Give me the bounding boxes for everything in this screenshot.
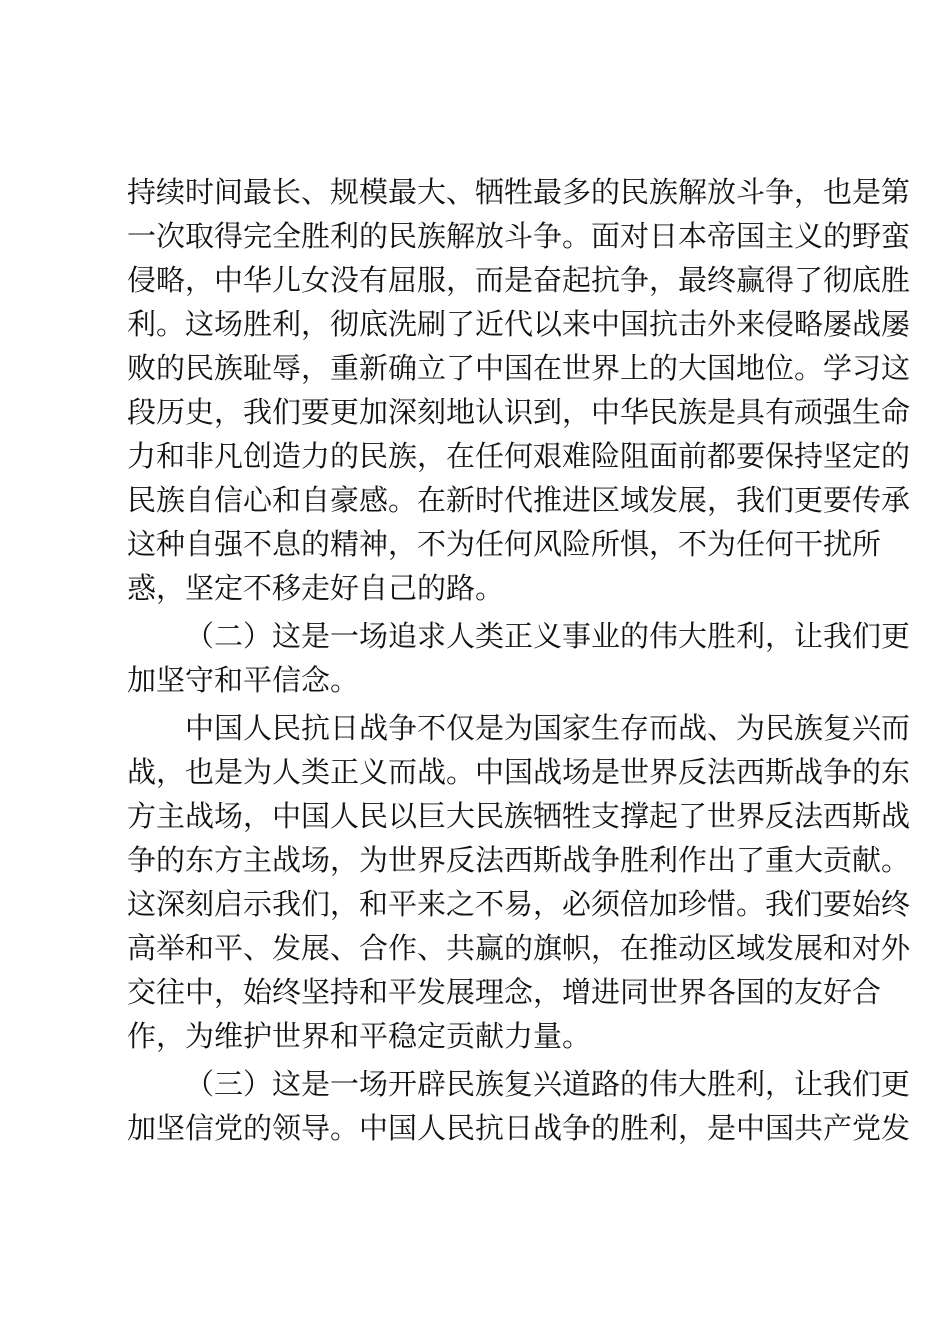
- text-line: 持续时间最长、规模最大、牺牲最多的民族解放斗争，也是第: [127, 175, 911, 209]
- text-line: 方主战场，中国人民以巨大民族牺牲支撑起了世界反法西斯战: [127, 799, 911, 833]
- text-line: 加坚守和平信念。: [127, 663, 360, 697]
- document-body: [127, 170, 911, 1150]
- text-line: 力和非凡创造力的民族，在任何艰难险阻面前都要保持坚定的: [127, 439, 911, 473]
- text-line: 高举和平、发展、合作、共赢的旗帜，在推动区域发展和对外: [127, 931, 911, 965]
- paragraph: [127, 706, 911, 1058]
- text-line: 利。这场胜利，彻底洗刷了近代以来中国抗击外来侵略屡战屡: [127, 307, 911, 341]
- text-line: 这种自强不息的精神，不为任何风险所惧，不为任何干扰所: [127, 527, 882, 561]
- section-heading-2: [127, 614, 911, 702]
- text-line: 败的民族耻辱，重新确立了中国在世界上的大国地位。学习这: [127, 351, 911, 385]
- text-line: 一次取得完全胜利的民族解放斗争。面对日本帝国主义的野蛮: [127, 219, 911, 253]
- text-line: 交往中，始终坚持和平发展理念，增进同世界各国的友好合: [127, 975, 882, 1009]
- text-line: 段历史，我们要更加深刻地认识到，中华民族是具有顽强生命: [127, 395, 911, 429]
- text-line: （三）这是一场开辟民族复兴道路的伟大胜利，让我们更: [185, 1067, 911, 1101]
- text-line: （二）这是一场追求人类正义事业的伟大胜利，让我们更: [185, 619, 911, 653]
- text-line: 侵略，中华儿女没有屈服，而是奋起抗争，最终赢得了彻底胜: [127, 263, 911, 297]
- text-line: 民族自信心和自豪感。在新时代推进区域发展，我们更要传承: [127, 483, 911, 517]
- text-line: 惑，坚定不移走好自己的路。: [127, 571, 505, 605]
- text-line: 作，为维护世界和平稳定贡献力量。: [127, 1019, 592, 1053]
- section-heading-3: [127, 1062, 911, 1150]
- text-line: 中国人民抗日战争不仅是为国家生存而战、为民族复兴而: [185, 711, 911, 745]
- text-line: 加坚信党的领导。中国人民抗日战争的胜利，是中国共产党发: [127, 1111, 911, 1145]
- text-line: 战，也是为人类正义而战。中国战场是世界反法西斯战争的东: [127, 755, 911, 789]
- text-line: 争的东方主战场，为世界反法西斯战争胜利作出了重大贡献。: [127, 843, 911, 877]
- paragraph-continuation: [127, 170, 911, 610]
- text-line: 这深刻启示我们，和平来之不易，必须倍加珍惜。我们要始终: [127, 887, 911, 921]
